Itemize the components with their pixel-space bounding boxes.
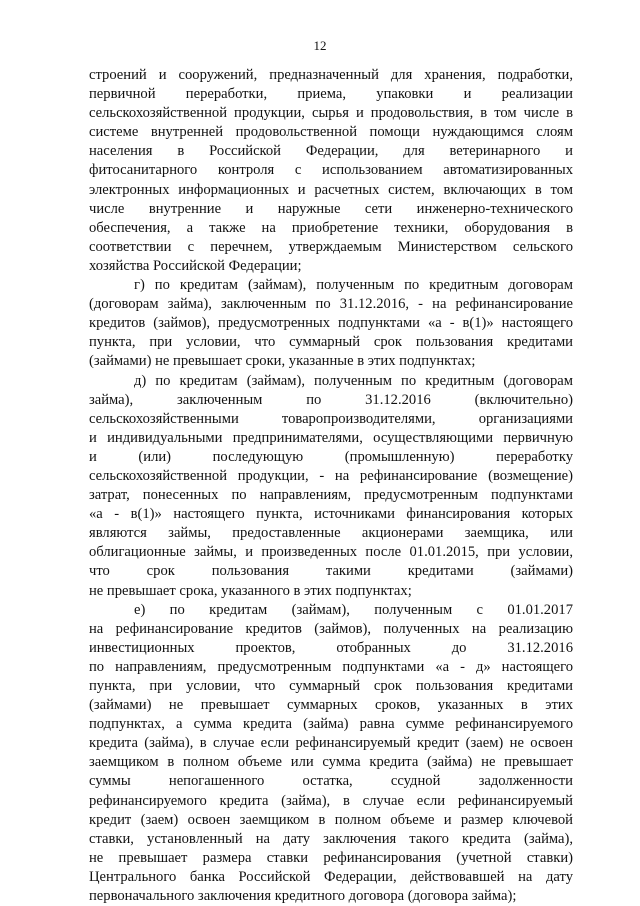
text-line: пункта, при условии, что суммарный срок пользования кредитами bbox=[89, 334, 573, 351]
text-line: электронных информационных и расчетных систем, включающих в том bbox=[89, 181, 573, 198]
paragraph bbox=[89, 66, 573, 276]
text-line: первоначального заключения кредитного договора (договора займа); bbox=[89, 888, 517, 905]
text-line: населения в Российской Федерации, для ветеринарного и bbox=[89, 143, 573, 160]
text-line: являются займы, предоставленные акционерами заемщика, или bbox=[89, 525, 573, 542]
text-line: е) по кредитам (займам), полученным с 01.01.2017 bbox=[134, 601, 573, 618]
text-line: суммы непогашенного остатка, ссудной задолженности bbox=[89, 773, 573, 790]
text-line: не превышает срока, указанного в этих подпунктах; bbox=[89, 582, 412, 599]
text-line: облигационные займы, и произведенных после 01.01.2015, при условии, bbox=[89, 544, 573, 561]
text-line: Центрального банка Российской Федерации, действовавшей на дату bbox=[89, 868, 573, 885]
text-line: подпунктах, а сумма кредита (займа) равна сумме рефинансируемого bbox=[89, 716, 573, 733]
text-line: не превышает размера ставки рефинансирования (учетной ставки) bbox=[89, 849, 573, 866]
text-line: кредита (займа), в случае если рефинансируемый кредит (заем) не освоен bbox=[89, 735, 573, 752]
text-line: сельскохозяйственными товаропроизводителями, организациями bbox=[89, 410, 573, 427]
text-line: обеспечения, а также на приобретение техники, оборудования в bbox=[89, 219, 573, 236]
text-line: инвестиционных проектов, отобранных до 31.12.2016 bbox=[89, 639, 573, 656]
text-line: (договорам займа), заключенным по 31.12.2016, - на рефинансирование bbox=[89, 296, 573, 313]
paragraph bbox=[89, 276, 573, 371]
text-line: что срок пользования такими кредитами (займами) bbox=[89, 563, 573, 580]
text-line: г) по кредитам (займам), полученным по кредитным договорам bbox=[134, 277, 573, 294]
paragraph bbox=[89, 372, 573, 601]
text-line: заемщиком в полном объеме или сумма кредита (займа) не превышает bbox=[89, 754, 573, 771]
text-line: затрат, понесенных по направлениям, предусмотренным подпунктами bbox=[89, 487, 573, 504]
text-line: строений и сооружений, предназначенный для хранения, подработки, bbox=[89, 67, 573, 83]
text-line: первичной переработки, приема, упаковки и реализации bbox=[89, 86, 573, 103]
text-line: по направлениям, предусмотренным подпунктами «а - д» настоящего bbox=[89, 658, 573, 675]
text-line: ставки, установленный на дату заключения такого кредита (займа), bbox=[89, 830, 573, 847]
text-line: сельскохозяйственной продукции, сырья и продовольствия, в том числе в bbox=[89, 105, 573, 122]
text-line: (займами) не превышает суммарных сроков, указанных в этих bbox=[89, 697, 573, 714]
text-line: рефинансируемого кредита (займа), в случае если рефинансируемый bbox=[89, 792, 573, 809]
page-number: 12 bbox=[313, 38, 327, 53]
text-line: и индивидуальными предпринимателями, осуществляющими первичную bbox=[89, 429, 573, 446]
text-line: кредитов (займов), предусмотренных подпунктами «а - в(1)» настоящего bbox=[89, 315, 573, 332]
document-body bbox=[89, 66, 573, 906]
paragraph bbox=[89, 601, 573, 906]
text-line: числе внутренние и наружные сети инженерно-технического bbox=[89, 200, 573, 217]
text-line: д) по кредитам (займам), полученным по кредитным (договорам bbox=[134, 372, 573, 389]
text-line: кредит (заем) освоен заемщиком в полном объеме и размер ключевой bbox=[89, 811, 573, 828]
text-line: фитосанитарного контроля с использованием автоматизированных bbox=[89, 162, 573, 179]
text-line: соответствии с перечнем, утверждаемым Министерством сельского bbox=[89, 238, 573, 255]
text-line: и (или) последующую (промышленную) переработку bbox=[89, 448, 573, 465]
text-line: пункта, при условии, что суммарный срок пользования кредитами bbox=[89, 678, 573, 694]
text-line: на рефинансирование кредитов (займов), полученных на реализацию bbox=[89, 620, 573, 637]
text-line: займа), заключенным по 31.12.2016 (включительно) bbox=[89, 391, 573, 408]
text-line: системе внутренней продовольственной помощи нуждающимся слоям bbox=[89, 124, 573, 141]
text-line: сельскохозяйственной продукции, - на рефинансирование (возмещение) bbox=[89, 467, 573, 484]
text-line: (займами) не превышает сроки, указанные в этих подпунктах; bbox=[89, 353, 476, 370]
text-line: хозяйства Российской Федерации; bbox=[89, 257, 302, 274]
text-line: «а - в(1)» настоящего пункта, источниками финансирования которых bbox=[89, 506, 573, 523]
